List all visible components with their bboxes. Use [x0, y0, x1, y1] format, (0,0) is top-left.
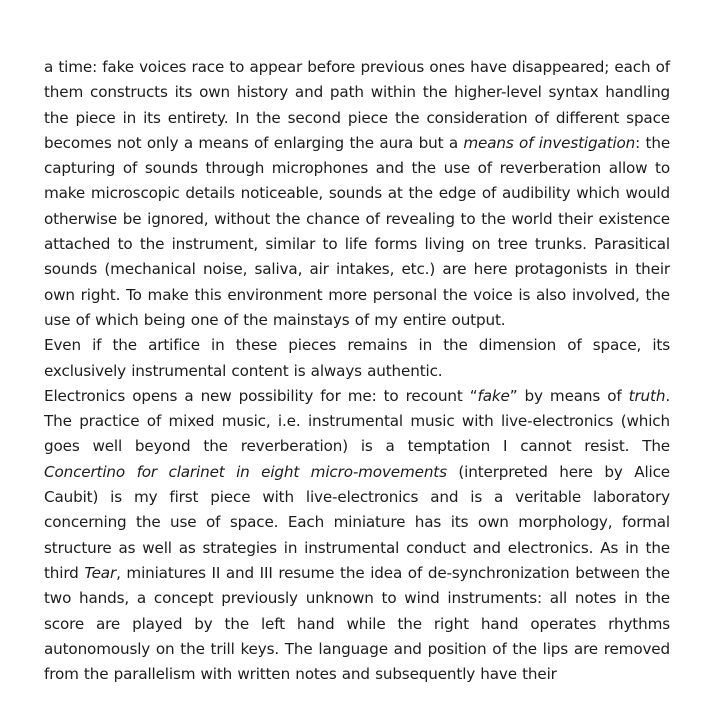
text-run: a time: fake voices race to appear before previous ones have disappeared; each of them constructs its own history and path within the higher-level syntax handling the piece in its entirety. In the second piece the consideration of different space becomes not only a means of enlarging the aura but a [44, 58, 670, 152]
italic-run: truth [628, 386, 666, 405]
text-run: : the capturing of sounds through microphones and the use of reverberation allow to make microscopic details noticeable, sounds at the edge of audibility which would otherwise be ignored, without the chance of revealing to the world their existence attached to the instrument, similar to life forms living on tree trunks. Parasitical sounds (mechanical noise, saliva, air intakes, etc.) are here protagonists in their own right. To make this environment more personal the voice is also involved, the use of which being one of the mainstays of my entire output. [44, 133, 671, 329]
italic-run: fake [477, 386, 510, 405]
text-run: ” by means of [509, 386, 629, 405]
text-run: Even if the artifice in these pieces remains in the dimension of space, its exclusively instrumental content is always authentic. [44, 336, 670, 380]
text-run: Electronics opens a new possibility for me: to recount “ [44, 386, 478, 405]
text-run: , miniatures II and III resume the idea of de-synchronization between the two hands, a concept previously unknown to wind instruments: all notes in the score are played by the left hand while the right hand operates rhythms autonomously on the trill keys. The language and position of the lips are removed from the parallelism with written notes and subsequently have their [44, 563, 670, 684]
paragraph-space-investigation [44, 55, 670, 333]
document-page [44, 55, 670, 687]
text-run: (interpreted here by Alice Caubit) is my first piece with live-electronics and is a veritable laboratory concerning the use of space. Each miniature has its own morphology, formal structure as well as strategies in instrumental conduct and electronics. As in the third [44, 462, 670, 582]
italic-run: Concertino for clarinet in eight micro-movements [44, 462, 447, 481]
italic-run: means of investigation [463, 133, 636, 152]
italic-run: Tear [84, 563, 117, 582]
paragraph-artifice [44, 333, 670, 384]
paragraph-electronics [44, 384, 670, 688]
text-run: . The practice of mixed music, i.e. instrumental music with live-electronics (which goes well beyond the reverberation) is a temptation I cannot resist. The [44, 386, 670, 456]
